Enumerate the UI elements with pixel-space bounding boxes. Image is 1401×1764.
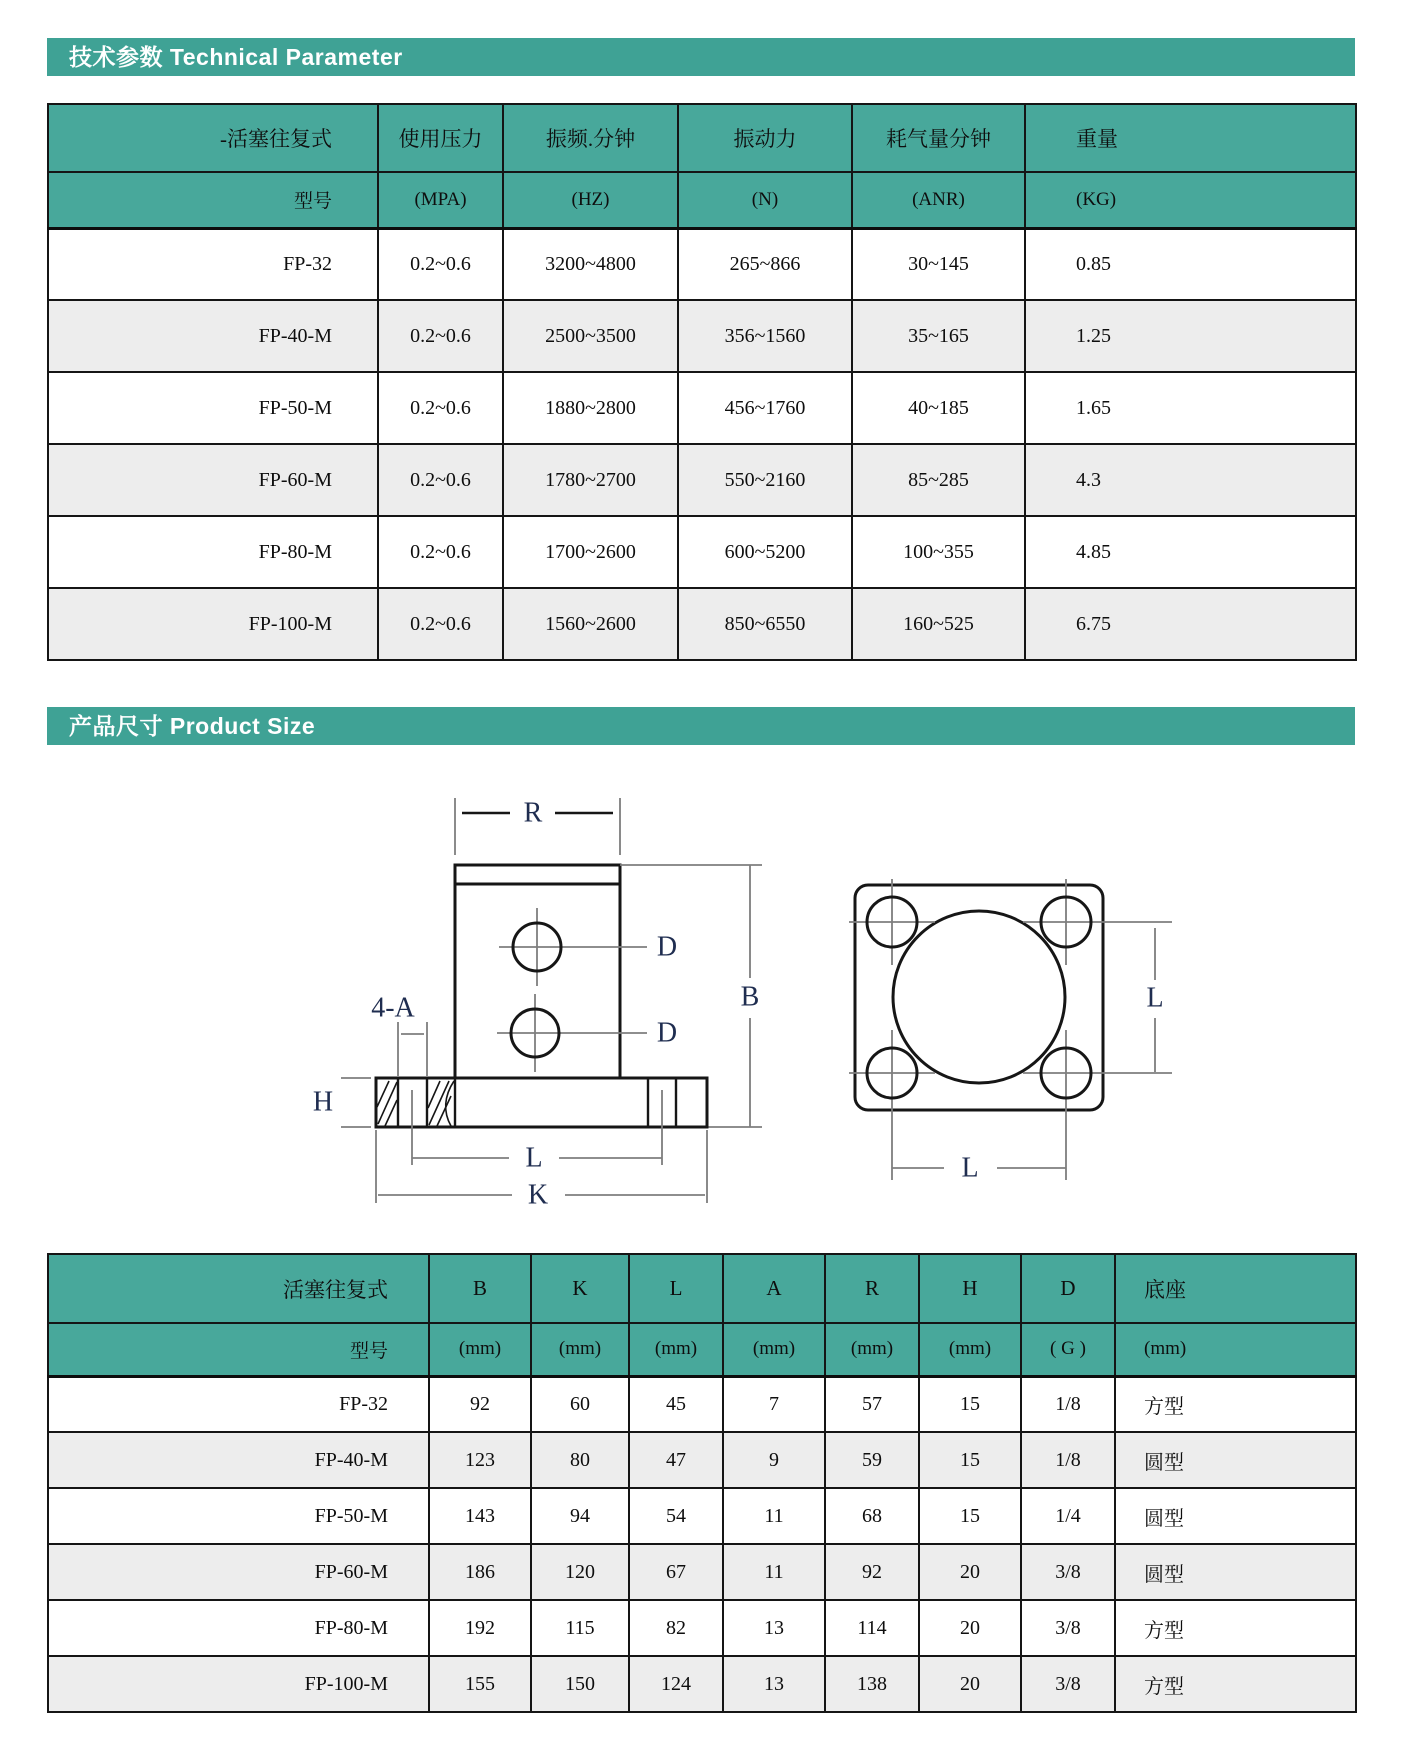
value-cell: 1.65 (1025, 372, 1356, 444)
value-cell: 47 (629, 1432, 723, 1488)
table-row (48, 588, 1356, 660)
value-cell: 方型 (1115, 1600, 1356, 1656)
dim-label-d-bottom: D (656, 1017, 678, 1049)
model-cell: FP-80-M (48, 516, 378, 588)
column-header: (mm) (825, 1323, 919, 1376)
column-header: (HZ) (503, 172, 678, 228)
value-cell: 57 (825, 1376, 919, 1432)
column-header: 振动力 (678, 104, 852, 172)
value-cell: 13 (723, 1656, 825, 1712)
value-cell: 1780~2700 (503, 444, 678, 516)
value-cell: 80 (531, 1432, 629, 1488)
table-row (48, 1488, 1356, 1544)
model-cell: FP-32 (48, 228, 378, 300)
model-cell: FP-80-M (48, 1600, 429, 1656)
value-cell: 115 (531, 1600, 629, 1656)
column-header: 底座 (1115, 1254, 1356, 1323)
table-row (48, 1600, 1356, 1656)
model-cell: FP-60-M (48, 444, 378, 516)
value-cell: 0.2~0.6 (378, 228, 503, 300)
value-cell: 3/8 (1021, 1544, 1115, 1600)
value-cell: 1/4 (1021, 1488, 1115, 1544)
model-cell: FP-40-M (48, 1432, 429, 1488)
column-header: (ANR) (852, 172, 1025, 228)
value-cell: 600~5200 (678, 516, 852, 588)
column-header: (N) (678, 172, 852, 228)
column-header: 耗气量分钟 (852, 104, 1025, 172)
header-row (48, 104, 1356, 172)
dim-label-h: H (312, 1086, 334, 1118)
column-header: 重量 (1025, 104, 1356, 172)
value-cell: 85~285 (852, 444, 1025, 516)
value-cell: 45 (629, 1376, 723, 1432)
column-header: (mm) (429, 1323, 531, 1376)
dim-label-l-top-right: L (1146, 982, 1164, 1014)
value-cell: 67 (629, 1544, 723, 1600)
section-title: 技术参数 Technical Parameter (69, 44, 403, 70)
value-cell: 356~1560 (678, 300, 852, 372)
technical-parameter-table (47, 103, 1357, 661)
column-header: (mm) (531, 1323, 629, 1376)
value-cell: 1560~2600 (503, 588, 678, 660)
column-header: (mm) (629, 1323, 723, 1376)
dim-label-r: R (523, 797, 543, 829)
value-cell: 20 (919, 1544, 1021, 1600)
value-cell: 1/8 (1021, 1432, 1115, 1488)
header-row (48, 1254, 1356, 1323)
dim-label-l-top-bottom: L (961, 1152, 979, 1184)
model-cell: FP-100-M (48, 588, 378, 660)
column-header: (MPA) (378, 172, 503, 228)
value-cell: 155 (429, 1656, 531, 1712)
value-cell: 11 (723, 1488, 825, 1544)
column-header: B (429, 1254, 531, 1323)
header-row (48, 172, 1356, 228)
value-cell: 192 (429, 1600, 531, 1656)
value-cell: 94 (531, 1488, 629, 1544)
column-header: -活塞往复式 (48, 104, 378, 172)
dim-label-b: B (740, 981, 760, 1013)
column-header: R (825, 1254, 919, 1323)
value-cell: 59 (825, 1432, 919, 1488)
value-cell: 35~165 (852, 300, 1025, 372)
model-cell: FP-50-M (48, 1488, 429, 1544)
body-outline-circle (893, 911, 1065, 1083)
value-cell: 186 (429, 1544, 531, 1600)
product-size-table (47, 1253, 1357, 1713)
value-cell: 92 (429, 1376, 531, 1432)
value-cell: 3200~4800 (503, 228, 678, 300)
value-cell: 0.85 (1025, 228, 1356, 300)
value-cell: 7 (723, 1376, 825, 1432)
dim-label-k: K (527, 1179, 549, 1211)
value-cell: 550~2160 (678, 444, 852, 516)
value-cell: 123 (429, 1432, 531, 1488)
column-header: (mm) (919, 1323, 1021, 1376)
value-cell: 圆型 (1115, 1432, 1356, 1488)
model-cell: FP-100-M (48, 1656, 429, 1712)
value-cell: 143 (429, 1488, 531, 1544)
model-cell: FP-32 (48, 1376, 429, 1432)
value-cell: 150 (531, 1656, 629, 1712)
table-row (48, 1376, 1356, 1432)
column-header: (mm) (1115, 1323, 1356, 1376)
value-cell: 圆型 (1115, 1544, 1356, 1600)
column-header: H (919, 1254, 1021, 1323)
value-cell: 1.25 (1025, 300, 1356, 372)
column-header: 型号 (48, 1323, 429, 1376)
value-cell: 6.75 (1025, 588, 1356, 660)
column-header: 活塞往复式 (48, 1254, 429, 1323)
column-header: (KG) (1025, 172, 1356, 228)
value-cell: 850~6550 (678, 588, 852, 660)
value-cell: 15 (919, 1376, 1021, 1432)
model-cell: FP-60-M (48, 1544, 429, 1600)
table-row (48, 444, 1356, 516)
dim-label-l-front: L (525, 1142, 543, 1174)
value-cell: 0.2~0.6 (378, 372, 503, 444)
header-row (48, 1323, 1356, 1376)
table-row (48, 516, 1356, 588)
value-cell: 40~185 (852, 372, 1025, 444)
value-cell: 124 (629, 1656, 723, 1712)
product-dimension-diagram (47, 760, 1355, 1230)
column-header: 型号 (48, 172, 378, 228)
value-cell: 30~145 (852, 228, 1025, 300)
column-header: D (1021, 1254, 1115, 1323)
value-cell: 138 (825, 1656, 919, 1712)
value-cell: 54 (629, 1488, 723, 1544)
value-cell: 9 (723, 1432, 825, 1488)
model-cell: FP-50-M (48, 372, 378, 444)
section-title: 产品尺寸 Product Size (69, 713, 316, 739)
value-cell: 0.2~0.6 (378, 588, 503, 660)
value-cell: 11 (723, 1544, 825, 1600)
table-row (48, 372, 1356, 444)
value-cell: 0.2~0.6 (378, 516, 503, 588)
column-header: 振频.分钟 (503, 104, 678, 172)
column-header: L (629, 1254, 723, 1323)
value-cell: 1700~2600 (503, 516, 678, 588)
dim-label-d-top: D (656, 931, 678, 963)
table-row (48, 228, 1356, 300)
column-header: A (723, 1254, 825, 1323)
flange-rect (376, 1078, 707, 1127)
column-header: 使用压力 (378, 104, 503, 172)
bolt-note-label: 4-A (371, 992, 415, 1024)
value-cell: 1/8 (1021, 1376, 1115, 1432)
value-cell: 4.85 (1025, 516, 1356, 588)
value-cell: 0.2~0.6 (378, 300, 503, 372)
value-cell: 4.3 (1025, 444, 1356, 516)
model-cell: FP-40-M (48, 300, 378, 372)
value-cell: 3/8 (1021, 1600, 1115, 1656)
table-row (48, 300, 1356, 372)
table-row (48, 1656, 1356, 1712)
value-cell: 160~525 (852, 588, 1025, 660)
table-row (48, 1432, 1356, 1488)
value-cell: 3/8 (1021, 1656, 1115, 1712)
front-view (313, 797, 762, 1210)
column-header: ( G ) (1021, 1323, 1115, 1376)
value-cell: 圆型 (1115, 1488, 1356, 1544)
value-cell: 100~355 (852, 516, 1025, 588)
section-header-technical-parameter (47, 38, 1355, 76)
value-cell: 92 (825, 1544, 919, 1600)
value-cell: 方型 (1115, 1656, 1356, 1712)
column-header: K (531, 1254, 629, 1323)
value-cell: 13 (723, 1600, 825, 1656)
hatch-line (378, 1082, 397, 1124)
value-cell: 2500~3500 (503, 300, 678, 372)
value-cell: 265~866 (678, 228, 852, 300)
value-cell: 82 (629, 1600, 723, 1656)
value-cell: 68 (825, 1488, 919, 1544)
section-header-product-size (47, 707, 1355, 745)
table-row (48, 1544, 1356, 1600)
column-header: (mm) (723, 1323, 825, 1376)
value-cell: 15 (919, 1432, 1021, 1488)
top-view (849, 879, 1172, 1183)
value-cell: 15 (919, 1488, 1021, 1544)
value-cell: 20 (919, 1656, 1021, 1712)
value-cell: 1880~2800 (503, 372, 678, 444)
value-cell: 0.2~0.6 (378, 444, 503, 516)
value-cell: 114 (825, 1600, 919, 1656)
value-cell: 60 (531, 1376, 629, 1432)
value-cell: 120 (531, 1544, 629, 1600)
value-cell: 20 (919, 1600, 1021, 1656)
value-cell: 方型 (1115, 1376, 1356, 1432)
value-cell: 456~1760 (678, 372, 852, 444)
